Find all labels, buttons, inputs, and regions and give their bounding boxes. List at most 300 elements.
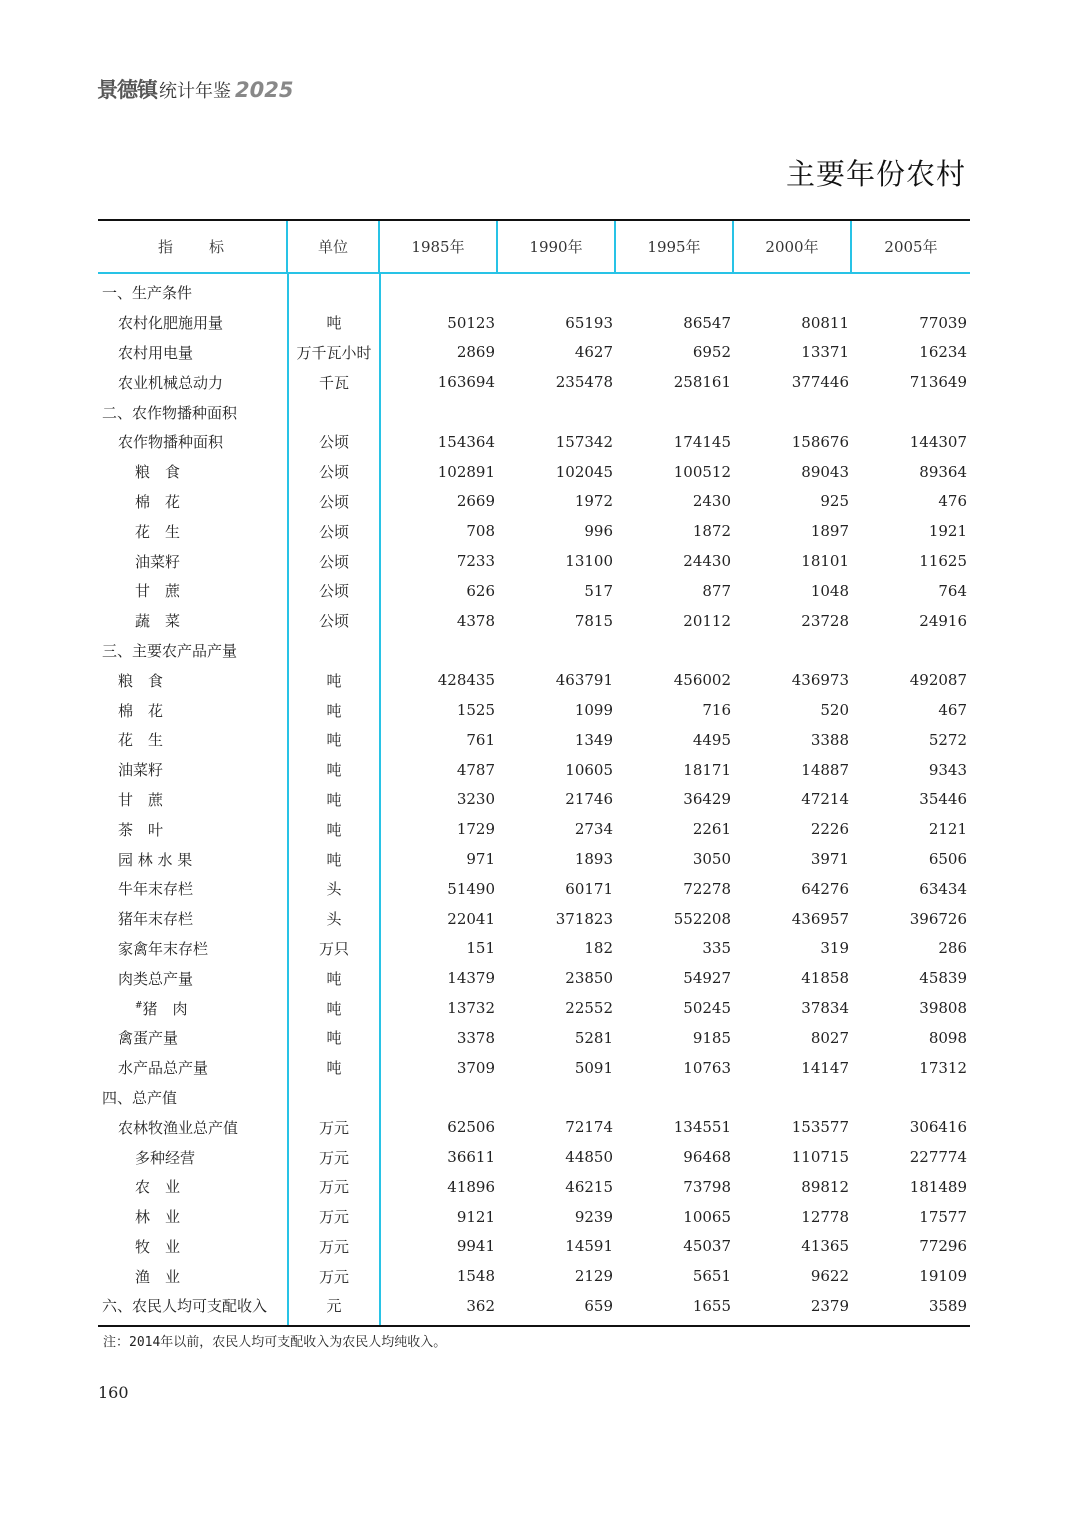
row-label [98,1206,288,1227]
row-value: 552208 [673,909,731,928]
row-value: 21746 [565,790,613,809]
table-note: 注：2014年以前，农民人均可支配收入为农民人均纯收入。 [103,1335,447,1350]
row-value: 96468 [683,1148,731,1166]
table-row [98,278,970,308]
row-value: 14591 [565,1237,613,1256]
row-label-text: 甘 蔗 [118,790,164,809]
table-row [98,1261,970,1291]
row-value: 77296 [919,1237,967,1256]
table-row [98,576,970,606]
row-label-text: 棉 花 [135,492,181,511]
row-value: 45839 [919,969,967,988]
row-value: 144307 [909,432,967,451]
row-value: 626 [466,581,495,600]
row-unit: 公顷 [318,522,349,541]
row-label-text: 农村化肥施用量 [118,314,224,333]
row-value: 1349 [574,730,613,749]
row-value: 5651 [692,1267,731,1286]
row-value: 47214 [801,790,849,809]
row-value: 14887 [801,760,849,779]
row-label-text: 渔 业 [135,1267,181,1286]
row-value: 36429 [683,790,731,809]
row-unit: 吨 [326,761,342,780]
row-unit: 公顷 [318,463,349,482]
yearbook-brand [97,74,293,104]
table-row [98,1232,970,1262]
row-label-text: 六、农民人均可支配收入 [102,1297,268,1316]
table-row [98,874,970,904]
row-value: 5091 [574,1058,613,1077]
row-value: 996 [584,522,613,541]
row-value: 100512 [673,462,731,481]
row-unit: 万千瓦小时 [296,343,372,362]
row-value: 7233 [456,552,495,571]
row-label [98,878,288,899]
table-row [98,904,970,934]
table-row [98,1083,970,1113]
row-value: 708 [466,522,495,541]
row-value: 13732 [447,999,495,1018]
row-label-text: 牛年末存栏 [118,880,194,899]
row-value: 2379 [810,1296,849,1315]
row-value: 319 [820,939,849,958]
row-value: 41858 [801,969,849,988]
table-row [98,1053,970,1083]
row-unit: 吨 [326,969,342,988]
brand-year: 2025 [235,78,294,102]
row-value: 44850 [565,1148,613,1166]
table-row [98,636,970,666]
row-label-text: 肉类总产量 [118,969,194,988]
row-value: 9239 [574,1207,613,1226]
row-value: 18171 [683,760,731,779]
row-label [98,849,288,870]
row-label [98,431,288,452]
header-year: 1985年 [380,221,498,272]
row-value: 86547 [683,313,731,332]
row-label [98,312,288,333]
row-label-text: 多种经营 [135,1148,196,1167]
row-label [98,342,288,363]
row-label-text: 农林牧渔业总产值 [118,1118,239,1137]
row-label-text: 农业机械总动力 [118,373,224,392]
row-value: 1655 [692,1296,731,1315]
row-value: 14379 [447,969,495,988]
row-value: 335 [702,939,731,958]
row-label [98,670,288,691]
row-value: 9941 [456,1237,495,1256]
row-value: 764 [938,581,967,600]
table-row [98,546,970,576]
row-label-text: 农村用电量 [118,343,194,362]
row-label [98,819,288,840]
row-value: 8027 [810,1028,849,1047]
row-label-text: 农作物播种面积 [118,433,224,452]
row-value: 436957 [791,909,849,928]
row-value: 17312 [919,1058,967,1077]
row-unit: 吨 [326,1029,342,1048]
row-value: 16234 [919,343,967,362]
row-unit: 万元 [318,1118,349,1137]
row-value: 1729 [456,820,495,839]
row-unit: 吨 [326,790,342,809]
row-unit: 吨 [326,731,342,750]
row-value: 54927 [683,969,731,988]
row-value: 3378 [456,1028,495,1047]
row-value: 659 [584,1296,613,1315]
row-value: 89043 [801,462,849,481]
row-value: 396726 [909,909,967,928]
row-value: 45037 [683,1237,731,1256]
row-value: 72174 [565,1118,613,1137]
row-value: 22552 [565,999,613,1018]
row-value: 3589 [928,1296,967,1315]
page-title: 主要年份农村 [785,157,966,191]
row-label [98,1027,288,1048]
row-value: 520 [820,701,849,720]
row-label-text: 牧 业 [135,1237,181,1256]
table-row [98,993,970,1023]
row-value: 64276 [801,879,849,898]
row-unit: 公顷 [318,492,349,511]
row-value: 3230 [456,790,495,809]
row-value: 971 [466,850,495,869]
row-value: 761 [466,730,495,749]
row-value: 2669 [456,492,495,511]
row-value: 4378 [456,611,495,630]
row-unit: 万元 [318,1267,349,1286]
header-year: 2005年 [884,238,938,256]
row-unit: 吨 [326,701,342,720]
table-row [98,516,970,546]
table-row [98,695,970,725]
row-value: 10065 [683,1207,731,1226]
row-label-text: 一、生产条件 [102,284,193,303]
row-label-text: 花 生 [135,522,181,541]
table-row [98,814,970,844]
table-row [98,457,970,487]
row-value: 456002 [673,671,731,690]
row-value: 1897 [810,522,849,541]
row-value: 80811 [801,313,849,332]
row-label [98,1057,288,1078]
row-label-text: 猪年末存栏 [118,910,194,929]
row-value: 713649 [909,373,967,392]
row-value: 24430 [683,552,731,571]
row-value: 1548 [456,1267,495,1286]
row-value: 102891 [437,462,495,481]
row-value: 1525 [456,701,495,720]
header-unit: 单位 [288,221,380,272]
row-label [98,551,288,572]
row-value: 3971 [810,850,849,869]
row-value: 65193 [565,313,613,332]
column-divider [287,274,289,1325]
row-value: 716 [702,701,731,720]
row-value: 436973 [791,671,849,690]
row-value: 36611 [447,1148,495,1166]
row-value: 9121 [456,1207,495,1226]
row-value: 89364 [919,462,967,481]
row-value: 227774 [909,1148,967,1166]
row-label [98,282,288,303]
row-label [98,968,288,989]
table-row [98,665,970,695]
row-label-text: 林 业 [135,1208,181,1227]
data-table [98,219,970,1327]
row-value: 2869 [456,343,495,362]
row-value: 3709 [456,1058,495,1077]
table-row [98,1172,970,1202]
row-value: 1048 [810,581,849,600]
row-value: 5272 [928,730,967,749]
row-value: 371823 [555,909,613,928]
page-number: 160 [98,1383,129,1402]
row-value: 5281 [574,1028,613,1047]
row-value: 50123 [447,313,495,332]
table-header [98,221,970,274]
row-label-text: 粮 食 [118,671,164,690]
row-value: 476 [938,492,967,511]
row-value: 8098 [928,1028,967,1047]
row-value: 153577 [791,1118,849,1137]
row-value: 1893 [574,850,613,869]
row-value: 925 [820,492,849,511]
table-row [98,427,970,457]
row-label [98,461,288,482]
row-unit: 吨 [326,314,342,333]
row-value: 41365 [801,1237,849,1256]
row-value: 60171 [565,879,613,898]
row-value: 1972 [574,492,613,511]
row-value: 17577 [919,1207,967,1226]
row-value: 3388 [810,730,849,749]
row-value: 235478 [555,373,613,392]
table-row [98,785,970,815]
row-value: 9343 [928,760,967,779]
row-value: 110715 [791,1148,849,1166]
row-label [98,1266,288,1287]
row-value: 157342 [555,432,613,451]
row-unit: 公顷 [318,433,349,452]
row-unit: 公顷 [318,612,349,631]
subitem-marker: # [135,1000,143,1011]
row-value: 102045 [555,462,613,481]
row-value: 877 [702,581,731,600]
row-value: 39808 [919,999,967,1018]
table-row [98,338,970,368]
row-label-text: 甘 蔗 [135,582,181,601]
row-label [98,1236,288,1257]
row-label [98,1295,288,1316]
row-value: 151 [466,939,495,958]
row-unit: 万元 [318,1237,349,1256]
row-value: 3050 [692,850,731,869]
row-label-text: 三、主要农产品产量 [102,641,238,660]
table-row [98,1291,970,1321]
row-label [98,1117,288,1138]
row-label [98,700,288,721]
row-value: 4495 [692,730,731,749]
row-value: 51490 [447,879,495,898]
table-row [98,308,970,338]
row-label [98,640,288,661]
row-unit: 公顷 [318,582,349,601]
row-unit: 万元 [318,1208,349,1227]
row-value: 154364 [437,432,495,451]
table-row [98,487,970,517]
row-unit: 千瓦 [318,373,349,392]
row-label [98,1087,288,1108]
row-label [98,938,288,959]
table-row [98,963,970,993]
row-value: 10763 [683,1058,731,1077]
row-value: 4627 [574,343,613,362]
row-label [98,1147,288,1168]
row-label [98,729,288,750]
row-value: 492087 [909,671,967,690]
row-value: 4787 [456,760,495,779]
row-value: 182 [584,939,613,958]
row-unit: 万元 [318,1148,349,1167]
row-value: 14147 [801,1058,849,1077]
table-row [98,367,970,397]
row-value: 35446 [919,790,967,809]
row-value: 181489 [909,1177,967,1196]
row-unit: 万只 [318,939,349,958]
row-unit: 吨 [326,671,342,690]
row-value: 6952 [692,343,731,362]
row-value: 50245 [683,999,731,1018]
row-label-text: 蔬 菜 [135,612,181,631]
row-value: 517 [584,581,613,600]
row-value: 41896 [447,1177,495,1196]
row-label [98,789,288,810]
row-value: 362 [466,1296,495,1315]
row-value: 46215 [565,1177,613,1196]
header-indicator: 指 标 [98,221,288,272]
row-value: 174145 [673,432,731,451]
row-value: 2129 [574,1267,613,1286]
table-row [98,844,970,874]
row-value: 63434 [919,879,967,898]
row-label-text: 家禽年末存栏 [118,939,209,958]
row-value: 428435 [437,671,495,690]
row-label-text: 园 林 水 果 [118,850,193,869]
row-value: 1872 [692,522,731,541]
row-value: 13100 [565,552,613,571]
row-label-text: 水产品总产量 [118,1059,209,1078]
row-value: 10605 [565,760,613,779]
header-year: 2000年 [734,221,852,272]
row-label-text: 花 生 [118,731,164,750]
row-unit: 头 [326,880,342,899]
table-row [98,1142,970,1172]
column-divider [379,274,381,1325]
row-label-text: 油菜籽 [118,761,164,780]
row-value: 306416 [909,1118,967,1137]
row-value: 377446 [791,373,849,392]
row-unit: 万元 [318,1178,349,1197]
row-value: 463791 [555,671,613,690]
row-value: 9185 [692,1028,731,1047]
table-row [98,755,970,785]
row-value: 1099 [574,701,613,720]
row-value: 73798 [683,1177,731,1196]
row-label-text: 禽蛋产量 [118,1029,179,1048]
row-label-text: 茶 叶 [118,820,164,839]
row-value: 2121 [928,820,967,839]
row-value: 72278 [683,879,731,898]
table-row [98,725,970,755]
row-unit: 吨 [326,1059,342,1078]
row-label [98,1176,288,1197]
row-value: 134551 [673,1118,731,1137]
row-label-text: 粮 食 [135,463,181,482]
row-unit: 吨 [326,999,342,1018]
row-value: 19109 [919,1267,967,1286]
row-label [98,491,288,512]
row-value: 89812 [801,1177,849,1196]
row-value: 7815 [574,611,613,630]
row-value: 13371 [801,343,849,362]
row-unit: 吨 [326,850,342,869]
row-value: 258161 [673,373,731,392]
row-value: 163694 [437,373,495,392]
row-value: 18101 [801,552,849,571]
row-value: 23728 [801,611,849,630]
row-label [98,580,288,601]
brand-city: 景德镇 [97,78,157,102]
table-row [98,1202,970,1232]
row-label [98,908,288,929]
row-label-text: 棉 花 [118,701,164,720]
table-row [98,397,970,427]
row-value: 77039 [919,313,967,332]
row-unit: 元 [326,1297,342,1316]
row-value: 158676 [791,432,849,451]
row-unit: 头 [326,910,342,929]
row-label-text: 四、总产值 [102,1088,178,1107]
table-body [98,274,970,1325]
row-label [98,521,288,542]
row-value: 23850 [565,969,613,988]
row-label [98,759,288,780]
row-value: 2226 [810,820,849,839]
row-value: 24916 [919,611,967,630]
row-unit: 公顷 [318,552,349,571]
header-year: 1995年 [616,221,734,272]
table-bottom-rule [98,1325,970,1327]
header-year: 1990年 [498,221,616,272]
row-value: 62506 [447,1118,495,1137]
row-value: 20112 [683,611,731,630]
row-label [98,372,288,393]
row-label-text: 猪 肉 [142,999,188,1018]
row-label-text: 二、农作物播种面积 [102,403,238,422]
row-value: 286 [938,939,967,958]
row-label-text: 油菜籽 [135,552,181,571]
table-row [98,1023,970,1053]
row-label [98,998,288,1019]
row-value: 9622 [810,1267,849,1286]
table-row [98,1112,970,1142]
row-value: 11625 [919,552,967,571]
brand-book: 统计年鉴 [159,81,231,102]
row-value: 2430 [692,492,731,511]
row-value: 2261 [692,820,731,839]
row-value: 467 [938,701,967,720]
